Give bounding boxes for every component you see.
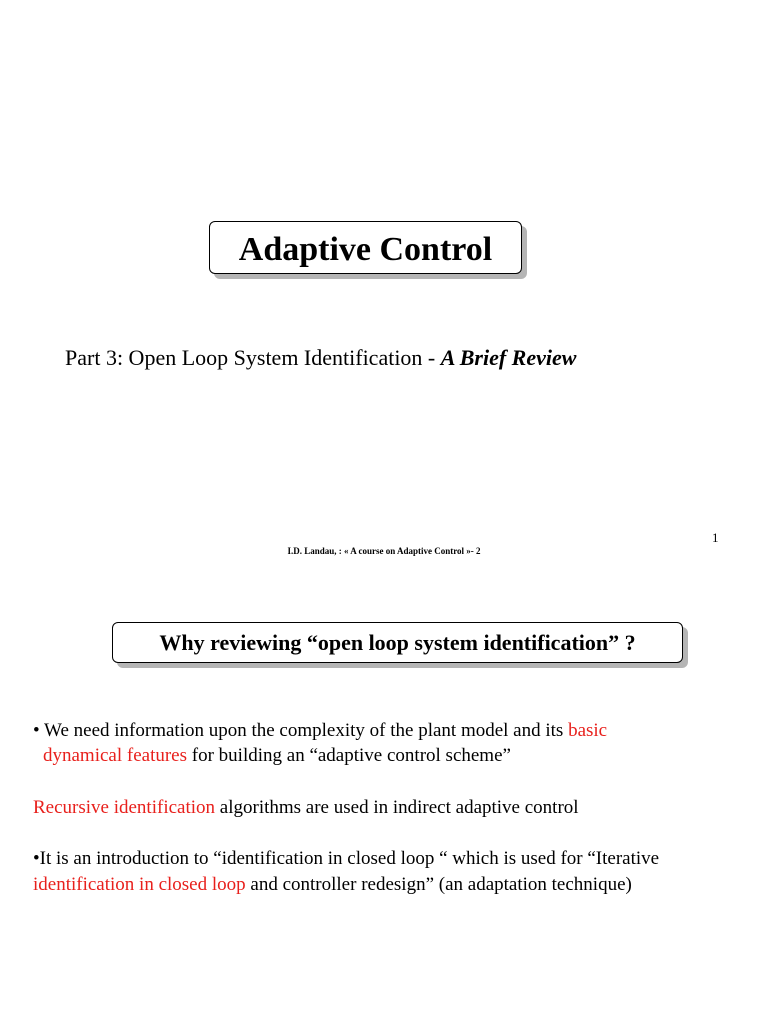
bullet-1-line-1 <box>33 718 607 743</box>
slide-heading: Why reviewing “open loop system identification” ? <box>159 630 636 655</box>
bullet-3-text: •It is an introduction to “identification in closed loop “ which is used for “Iterative <box>33 848 660 869</box>
bullet-3-line-2 <box>33 872 632 897</box>
subtitle-main: Part 3: Open Loop System Identification - <box>65 345 441 370</box>
paragraph-2 <box>33 795 579 820</box>
bullet-1-highlight-a: basic <box>568 720 608 741</box>
slide-subtitle <box>65 344 576 372</box>
bullet-1-highlight-b: dynamical features <box>43 745 188 766</box>
bullet-1-text: • We need information upon the complexity of the plant model and its <box>33 720 569 741</box>
page-number: 1 <box>712 530 719 545</box>
bullet-3-highlight: identification in closed loop <box>33 874 246 895</box>
slide-title: Adaptive Control <box>238 231 493 268</box>
bullet-3-line-1 <box>33 846 659 871</box>
heading-box <box>112 622 683 663</box>
paragraph-2-text: algorithms are used in indirect adaptive control <box>215 797 579 818</box>
title-box <box>209 221 522 274</box>
footer-credit: I.D. Landau, : « A course on Adaptive Control »- 2 <box>287 546 481 556</box>
subtitle-emphasis: A Brief Review <box>440 345 577 370</box>
bullet-3-text-2: and controller redesign” (an adaptation technique) <box>245 874 632 895</box>
bullet-1-text-2: for building an “adaptive control scheme” <box>187 745 511 766</box>
paragraph-2-highlight: Recursive identification <box>33 797 216 818</box>
bullet-1-line-2 <box>33 743 511 768</box>
